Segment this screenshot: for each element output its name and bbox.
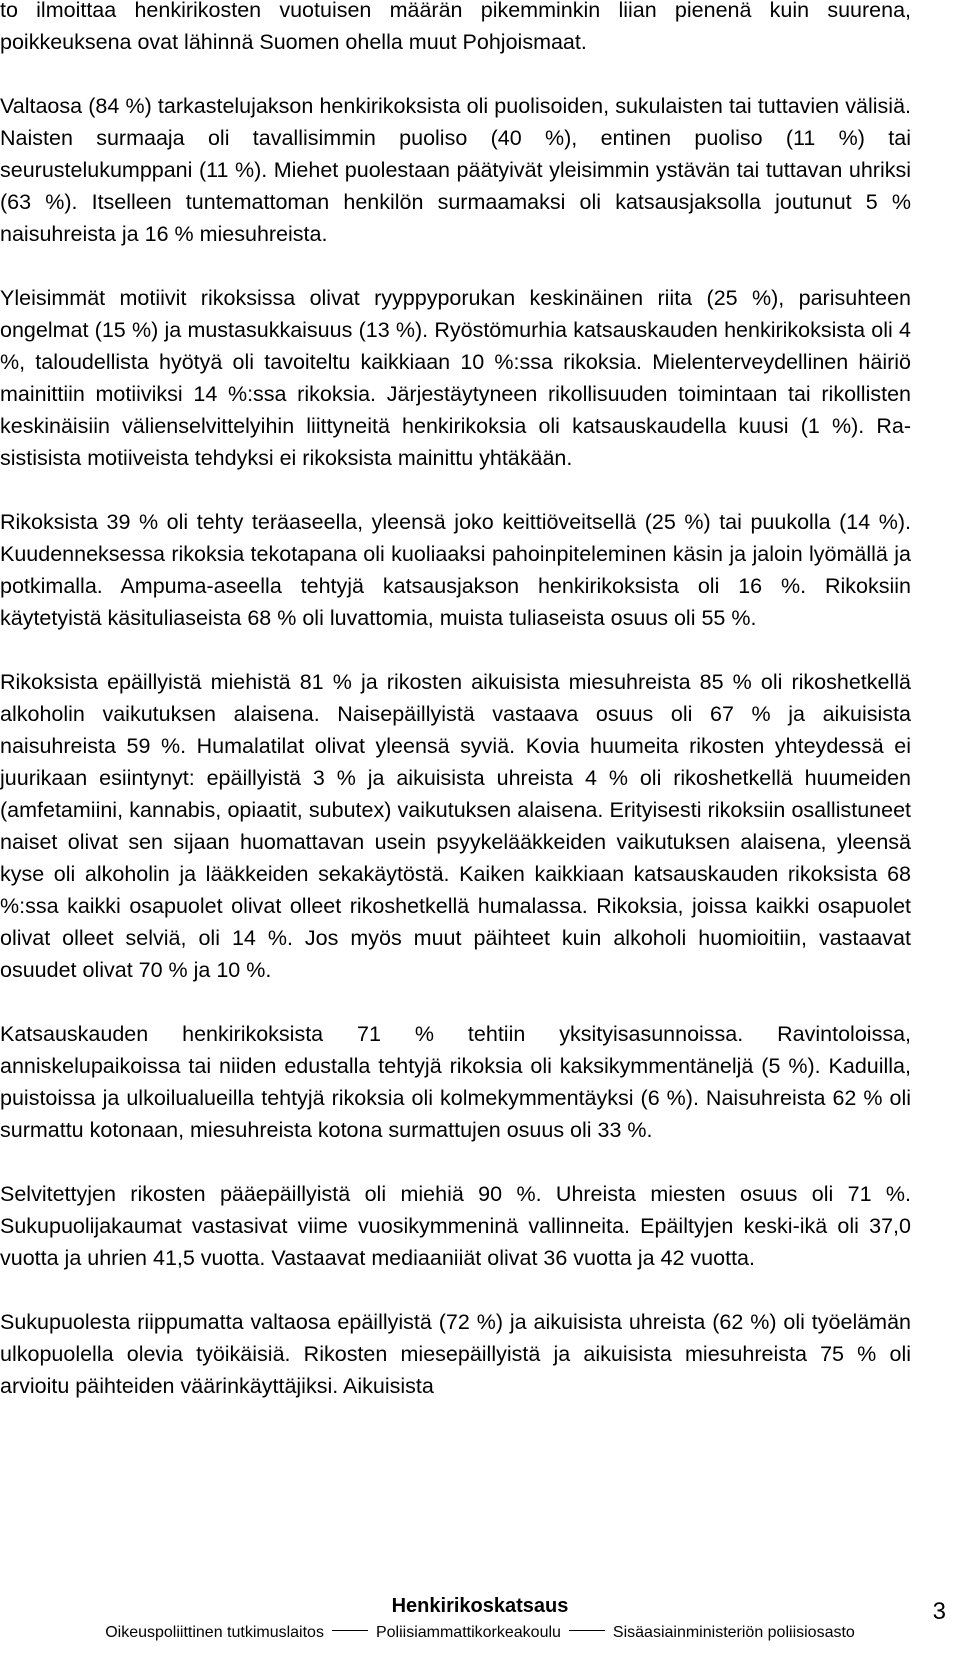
paragraph-8: Sukupuolesta riippumatta valtaosa epäillyistä (72 %) ja aikuisista uhreista (62 %) oli työelämän ulkopuolella olevia työikäisiä. Rikosten miesepäillyistä ja aikuisista miesuhreista 75 % oli arvioitu päihteiden väärinkäyttäjiksi. Aikuisista — [0, 1310, 911, 1398]
footer-separator — [332, 1630, 368, 1631]
paragraph-5: Rikoksista epäillyistä miehistä 81 % ja rikosten aikuisista miesuhreista 85 % oli rikoshetkellä alkoholin vaikutuksen alaisena. Naisepäillyistä vastaava osuus oli 67 % ja aikuisista naisuhreista 59 %. Humalatilat olivat yleensä syviä. Kovia huumeita rikosten yhteydessä ei juurikaan esiintynyt: epäillyistä 3 % ja aikuisista uhreista 4 % oli rikoshetkellä huumeiden (amfetamiini, kannabis, opiaatit, subutex) vaikutuksen alaisena. Erityisesti rikoksiin osallistuneet naiset olivat sen sijaan huomattavan usein psyykelääkkeiden vaikutuksen alaisena, yleensä kyse oli alkoholin ja lääkkeiden sekakäytöstä. Kaiken kaikkiaan katsauskauden rikoksista 68 %:ssa kaikki osapuolet olivat olleet rikoshetkellä humalassa. Rikoksia, joissa kaikki osapuolet olivat olleet selviä, oli 14 %. Jos myös muut päihteet kuin alkoholi huomioitiin, vastaavat osuudet olivat 70 % ja 10 %. — [0, 670, 911, 982]
paragraph-6: Katsauskauden henkirikoksista 71 % tehtiin yksityisasunnoissa. Ravintoloissa, anniskelupaikoissa tai niiden edustalla tehtyjä rikoksia oli kaksikymmentäneljä (5 %). Kaduilla, puistoissa ja ulkoilualueilla tehtyjä rikoksia oli kolmekymmentäyksi (6 %). Naisuhreista 62 % oli surmattu kotonaan, miesuhreista kotona surmattujen osuus oli 33 %. — [0, 1022, 911, 1142]
footer-separator — [569, 1630, 605, 1631]
page-number: 3 — [932, 1598, 946, 1625]
paragraph-7: Selvitettyjen rikosten pääepäillyistä oli miehiä 90 %. Uhreista miesten osuus oli 71 %. Sukupuolijakaumat vastasivat viime vuosikymmeninä vallinneita. Epäiltyjen keski-ikä oli 37,0 vuotta ja uhrien 41,5 vuotta. Vastaavat mediaaniiät olivat 36 vuotta ja 42 vuotta. — [0, 1182, 911, 1270]
paragraph-2: Valtaosa (84 %) tarkastelujakson henkirikoksista oli puolisoiden, sukulaisten tai tuttavien välisiä. Naisten surmaaja oli tavallisimmin puoliso (40 %), entinen puoliso (11 %) tai seurustelukumppani (11 %). Miehet puolestaan päätyivät yleisimmin ystävän tai tuttavan uhriksi (63 %). Itselleen tuntemattoman henkilön surmaamaksi oli katsausjaksolla joutunut 5 % naisuhreista ja 16 % miesuhreista. — [0, 94, 911, 246]
footer-title: Henkirikoskatsaus — [391, 1595, 569, 1617]
paragraph-4: Rikoksista 39 % oli tehty teräaseella, yleensä joko keittiöveitsellä (25 %) tai puukolla (14 %). Kuudenneksessa rikoksia tekotapana oli kuoliaaksi pahoinpiteleminen käsin ja jaloin lyömällä ja potkimalla. Ampuma-aseella tehtyjä katsausjakson henkirikoksista oli 16 %. Rikoksiin käytetyistä käsituliaseista 68 % oli luvattomia, muista tuliaseista osuus oli 55 %. — [0, 510, 911, 630]
footer-org-1: Oikeuspoliittinen tutkimuslaitos — [105, 1624, 324, 1641]
paragraph-1: to ilmoittaa henkirikosten vuotuisen määrän pikemminkin liian pienenä kuin suurena, poikkeuksena ovat lähinnä Suomen ohella muut Pohjoismaat. — [0, 0, 911, 54]
paragraph-3: Yleisimmät motiivit rikoksissa olivat ryyppyporukan keskinäinen riita (25 %), parisuhteen ongelmat (15 %) ja mustasukkaisuus (13 %). Ryöstömurhia katsauskauden henkirikoksista oli 4 %, taloudellista hyötyä oli tavoiteltu kaikkiaan 10 %:ssa rikoksia. Mielenterveydellinen häiriö mainittiin motiiviksi 14 %:ssa rikoksia. Järjestäytyneen rikollisuuden toimintaan tai rikollisten keskinäisiin välienselvittelyihin liittyneitä henkirikoksia oli katsauskaudella kuusi (1 %). Rasistisista motiiveista tehdyksi ei rikoksista mainittu yhtäkään. — [0, 286, 911, 470]
footer-org-3: Sisäasiainministeriön poliisiosasto — [612, 1624, 855, 1641]
footer-organizations — [0, 1622, 960, 1644]
footer-org-2: Poliisiammattikorkeakoulu — [375, 1624, 561, 1641]
